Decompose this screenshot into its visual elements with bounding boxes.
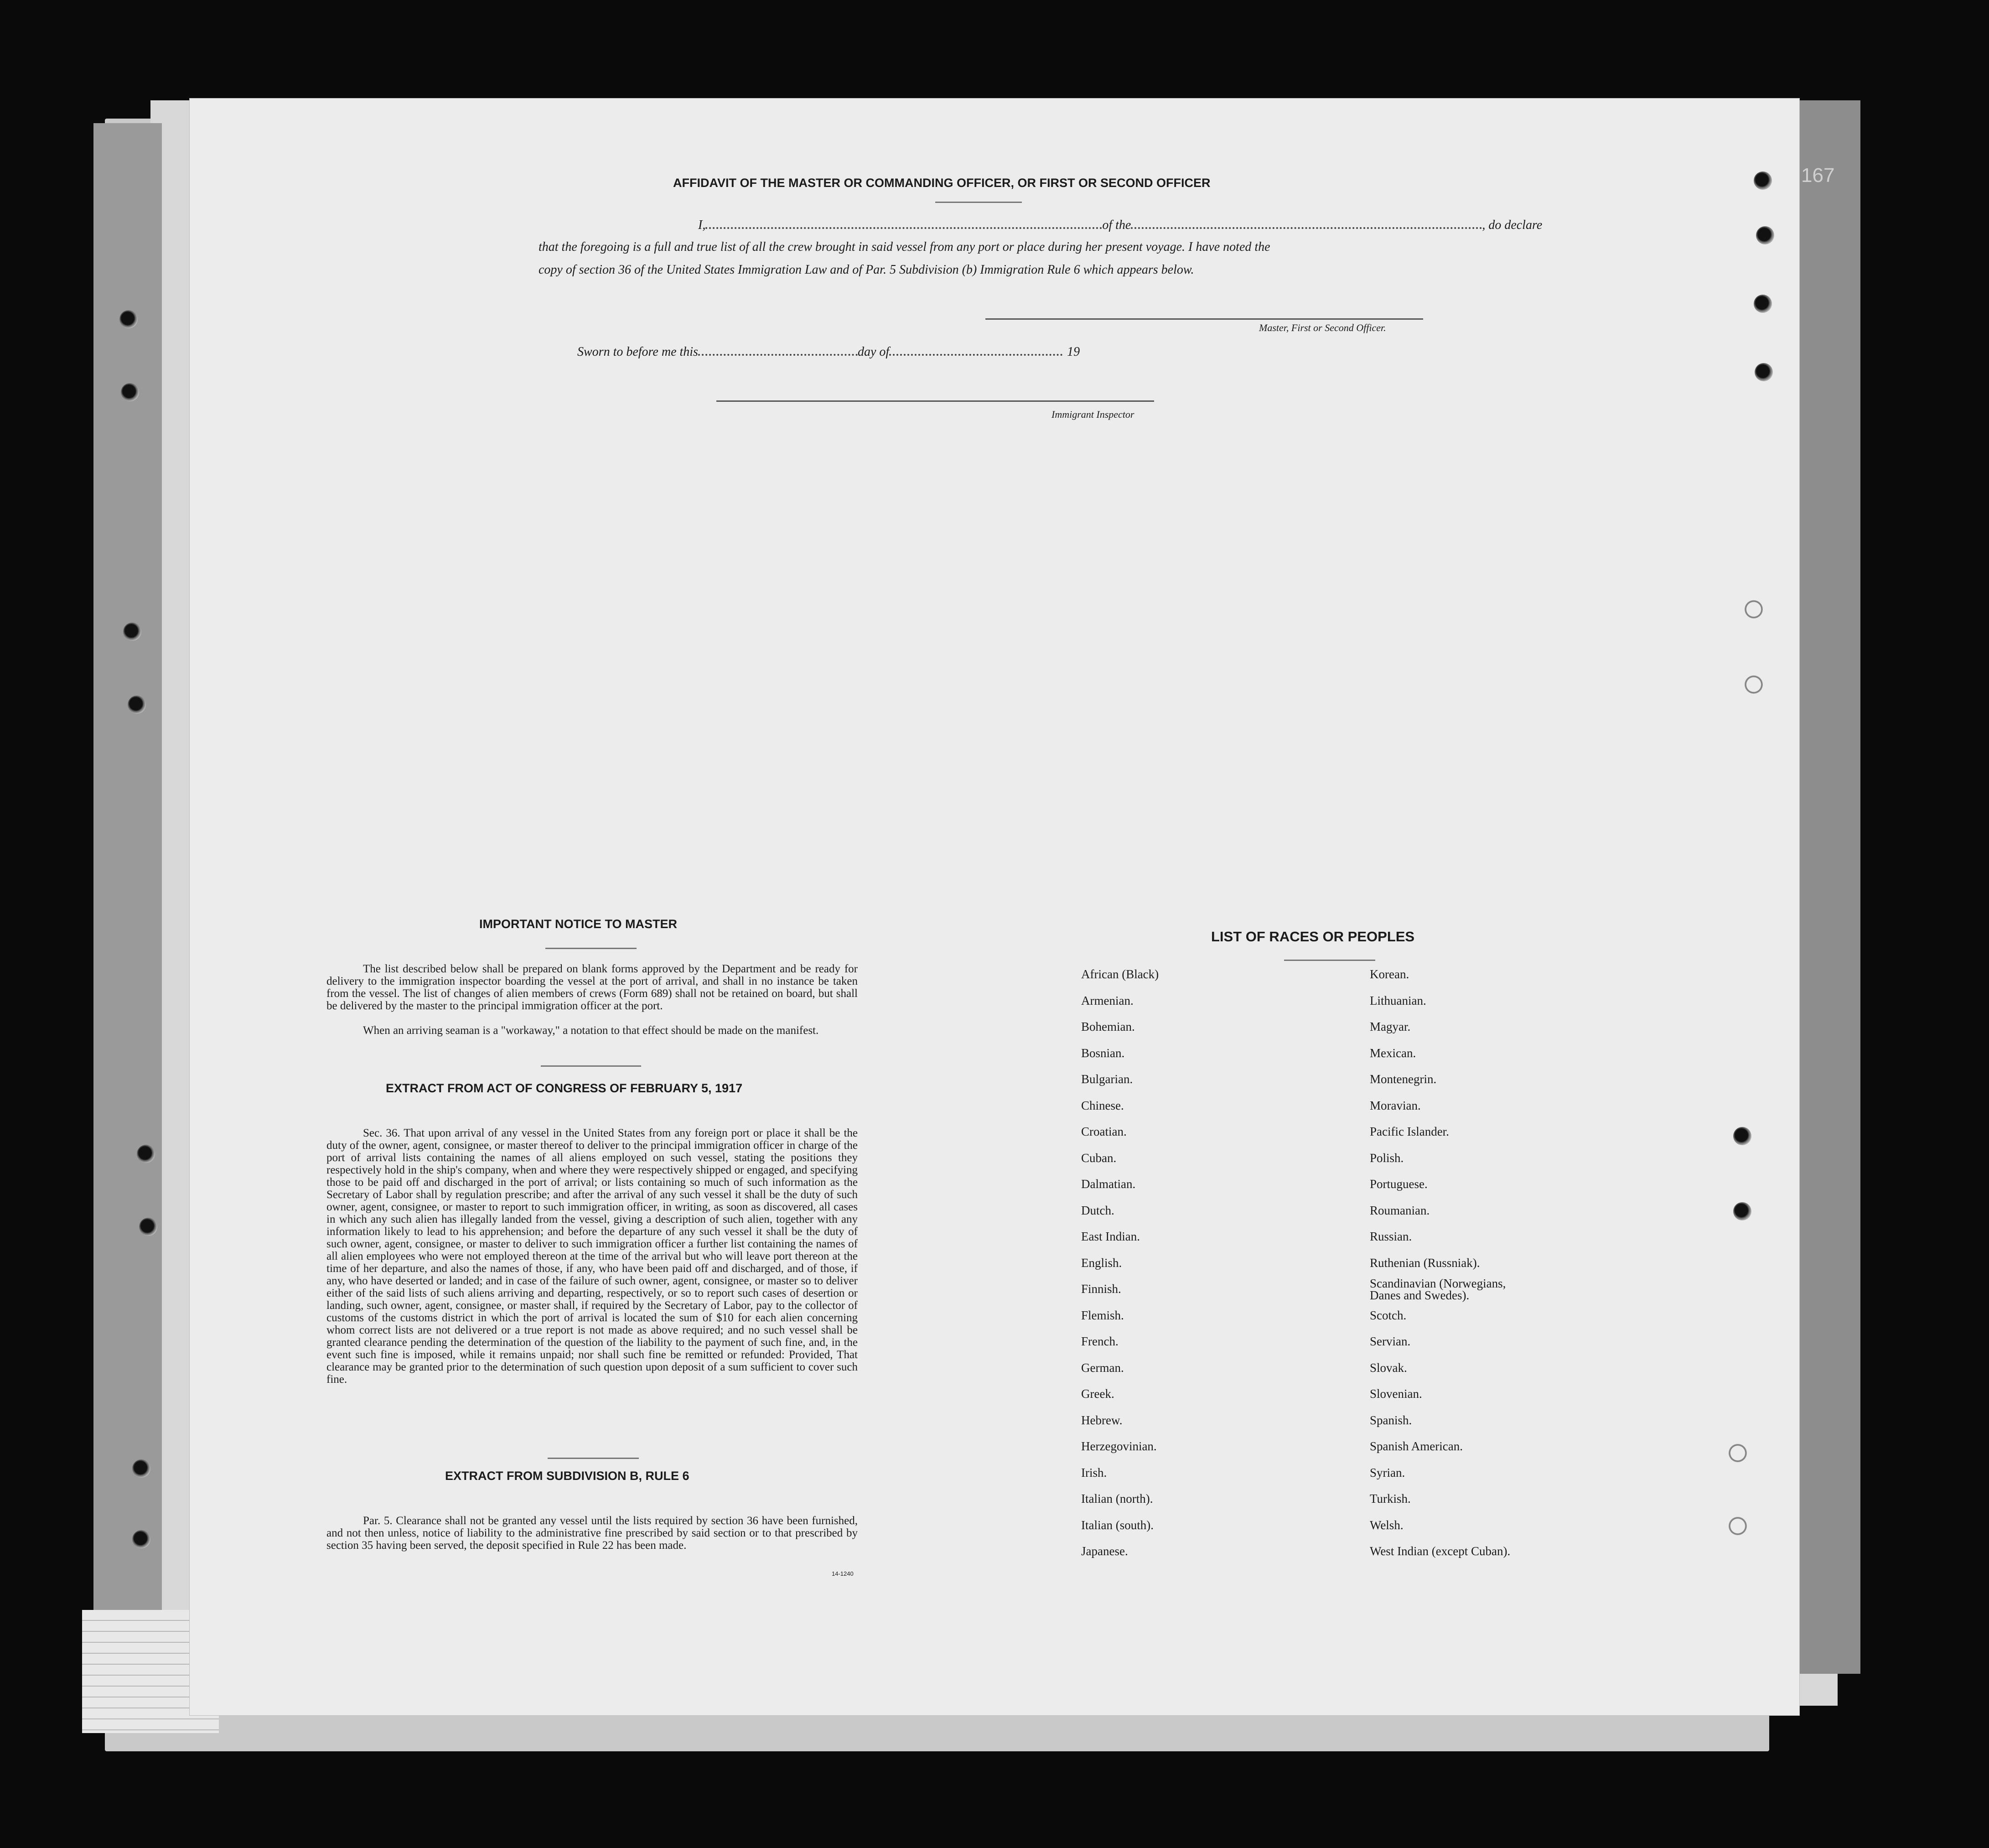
binder-hole bbox=[1745, 675, 1763, 694]
left-race-item: Dalmatian. bbox=[1081, 1177, 1136, 1191]
inspector-caption: Immigrant Inspector bbox=[1051, 409, 1134, 420]
divider bbox=[935, 202, 1022, 203]
right-race-item: Portuguese. bbox=[1370, 1177, 1428, 1191]
left-race-item: East Indian. bbox=[1081, 1230, 1140, 1243]
right-race-item: Slovak. bbox=[1370, 1360, 1407, 1375]
of-the-label: of the bbox=[1102, 218, 1131, 232]
binder-hole bbox=[1745, 600, 1763, 618]
name-field[interactable] bbox=[705, 227, 1102, 229]
extract1-title: EXTRACT FROM ACT OF CONGRESS OF FEBRUARY 5, 1917 bbox=[386, 1081, 743, 1095]
left-race-item: Italian (south). bbox=[1081, 1518, 1154, 1532]
left-race-item: Croatian. bbox=[1081, 1125, 1127, 1138]
binder-hole bbox=[119, 310, 138, 328]
divider bbox=[545, 948, 637, 949]
sworn-label: Sworn to before me this bbox=[577, 345, 698, 359]
left-race-item: Hebrew. bbox=[1081, 1413, 1123, 1427]
form-number: 14-1240 bbox=[832, 1570, 854, 1577]
right-race-item: Servian. bbox=[1370, 1334, 1411, 1348]
left-race-item: Herzegovinian. bbox=[1081, 1439, 1157, 1453]
left-race-item: Greek. bbox=[1081, 1387, 1114, 1401]
binder-hole bbox=[132, 1530, 150, 1548]
document-page bbox=[189, 98, 1800, 1716]
right-race-item: Polish. bbox=[1370, 1151, 1404, 1165]
year-label: 19 bbox=[1067, 345, 1080, 359]
extract2-title: EXTRACT FROM SUBDIVISION B, RULE 6 bbox=[445, 1469, 689, 1483]
left-race-item: Japanese. bbox=[1081, 1544, 1128, 1558]
left-race-item: Italian (north). bbox=[1081, 1492, 1153, 1505]
left-race-item: African (Black) bbox=[1081, 967, 1159, 981]
binder-hole bbox=[1729, 1517, 1747, 1535]
left-race-item: Irish. bbox=[1081, 1465, 1107, 1479]
binder-hole bbox=[139, 1218, 157, 1236]
right-race-item: Pacific Islander. bbox=[1370, 1125, 1449, 1138]
sworn-month-field[interactable] bbox=[889, 354, 1062, 356]
left-race-item: English. bbox=[1081, 1256, 1122, 1270]
right-race-item: Roumanian. bbox=[1370, 1203, 1430, 1217]
day-of-label: day of bbox=[857, 345, 890, 359]
left-race-item: German. bbox=[1081, 1360, 1124, 1375]
affidavit-line-1 bbox=[698, 218, 1542, 233]
notice-title: IMPORTANT NOTICE TO MASTER bbox=[479, 917, 677, 931]
notice-paragraph-2: When an arriving seaman is a "workaway," a notation to that effect should be made on the manifest. bbox=[363, 1024, 819, 1037]
binder-hole bbox=[132, 1459, 150, 1478]
right-race-item: Ruthenian (Russniak). bbox=[1370, 1256, 1480, 1270]
divider bbox=[548, 1458, 639, 1459]
sworn-line bbox=[577, 345, 1080, 359]
right-race-item: Syrian. bbox=[1370, 1465, 1405, 1479]
stamp-number: 167 bbox=[1801, 164, 1835, 187]
binder-hole bbox=[1729, 1444, 1747, 1462]
right-race-item: Lithuanian. bbox=[1370, 993, 1426, 1007]
binder-hole bbox=[1756, 226, 1774, 244]
left-race-item: Bosnian. bbox=[1081, 1046, 1125, 1060]
left-race-item: Bulgarian. bbox=[1081, 1072, 1133, 1086]
right-race-item: Magyar. bbox=[1370, 1020, 1411, 1033]
binder-hole bbox=[1754, 171, 1772, 190]
binder-hole bbox=[123, 623, 141, 641]
affidavit-title: AFFIDAVIT OF THE MASTER OR COMMANDING OFFICER, OR FIRST OR SECOND OFFICER bbox=[673, 176, 1211, 190]
officer-signature-line[interactable] bbox=[985, 318, 1423, 320]
extract2-text: Par. 5. Clearance shall not be granted any vessel until the lists required by section 36 have been furnished, and not then unless, notice of liability to the administrative fine prescribed by said section or to that prescribed by section 35 having been served, the deposit specified in Rule 22 has been made. bbox=[326, 1515, 858, 1552]
left-race-item: Chinese. bbox=[1081, 1098, 1124, 1112]
affidavit-line-2: that the foregoing is a full and true list of all the crew brought in said vessel from any port or place during her present voyage. I have noted the bbox=[539, 240, 1270, 254]
left-race-item: Cuban. bbox=[1081, 1151, 1117, 1165]
left-race-item: Dutch. bbox=[1081, 1203, 1114, 1217]
right-race-item: Spanish. bbox=[1370, 1413, 1412, 1427]
right-race-item: Scandinavian (Norwegians, Danes and Swedes). bbox=[1370, 1277, 1506, 1302]
binder-hole bbox=[1733, 1202, 1751, 1220]
extract1-text: Sec. 36. That upon arrival of any vessel in the United States from any foreign port or place it shall be the duty of the owner, agent, consignee, or master thereof to deliver to the principal immigration officer in charge of the port of arrival lists containing the names of all aliens employed on such vessel, stating the positions they respectively hold in the ship's company, when and where they were respectively shipped or engaged, and specifying those to be paid off and discharged in the port of arrival; or lists containing so much of such information as the Secretary of Labor shall by regulation prescribe; and after the arrival of any such vessel it shall be the duty of such owner, agent, consignee, or master to report to such immigration officer, in writing, as soon as discovered, all cases in which any such alien has illegally landed from the vessel, giving a description of such alien, together with any information likely to lead to his apprehension; and before the departure of any such vessel it shall be the duty of such owner, agent, consignee, or master to deliver to such immigration officer a further list containing the names of all alien employees who were not employed thereon at the time of the arrival but who will leave port thereon at the time of her departure, and also the names of those, if any, who have been paid off and discharged, and of those, if any, who have deserted or landed; and in case of the failure of such owner, agent, consignee, or master so to deliver either of the said lists of such aliens arriving and departing, respectively, or so to report such cases of desertion or landing, such owner, agent, consignee, or master shall, if required by the Secretary of Labor, pay to the collector of customs of the customs district in which the port of arrival is located the sum of $10 for each alien concerning whom correct lists are not delivered or a true report is not made as above required; and no such vessel shall be granted clearance pending the determination of the question of the liability to the payment of such fine, and, in the event such fine is imposed, while it remains unpaid; nor shall such fine be remitted or refunded: Provided, That clearance may be granted prior to the determination of such question upon deposit of a sum sufficient to cover such fine. bbox=[326, 1127, 858, 1386]
binder-hole bbox=[121, 383, 139, 401]
vessel-field[interactable] bbox=[1131, 227, 1482, 229]
left-race-item: Bohemian. bbox=[1081, 1020, 1135, 1033]
binder-hole bbox=[1754, 295, 1772, 313]
right-race-item: Moravian. bbox=[1370, 1098, 1421, 1112]
officer-caption: Master, First or Second Officer. bbox=[1259, 322, 1386, 333]
right-race-item: Welsh. bbox=[1370, 1518, 1404, 1532]
right-race-item: Spanish American. bbox=[1370, 1439, 1463, 1453]
binder-hole bbox=[1755, 363, 1773, 381]
sworn-day-field[interactable] bbox=[698, 354, 858, 356]
i-label: I, bbox=[698, 218, 706, 232]
right-race-item: Turkish. bbox=[1370, 1492, 1411, 1505]
affidavit-line-3: copy of section 36 of the United States Immigration Law and of Par. 5 Subdivision (b) Immigration Rule 6 which appears below. bbox=[539, 263, 1194, 277]
inspector-signature-line[interactable] bbox=[716, 400, 1154, 402]
do-declare-label: , do declare bbox=[1482, 218, 1543, 232]
races-title: LIST OF RACES OR PEOPLES bbox=[1211, 929, 1415, 945]
page-edge-left bbox=[93, 123, 162, 1724]
right-race-item: Scotch. bbox=[1370, 1308, 1407, 1322]
right-race-item: Slovenian. bbox=[1370, 1387, 1422, 1401]
notice-paragraph-1: The list described below shall be prepared on blank forms approved by the Department and be ready for delivery to the immigration inspector boarding the vessel at the port of arrival, and shall in no instance be taken from the vessel. The list of changes of alien members of crews (Form 689) shall not be retained on board, but shall be delivered by the master to the principal immigration officer at the port. bbox=[326, 963, 858, 1012]
binder-hole bbox=[128, 696, 146, 714]
left-race-item: Finnish. bbox=[1081, 1282, 1121, 1296]
right-race-item: Russian. bbox=[1370, 1230, 1412, 1243]
divider bbox=[541, 1065, 641, 1067]
right-race-item: Mexican. bbox=[1370, 1046, 1416, 1060]
binder-hole bbox=[137, 1145, 155, 1163]
left-race-item: Flemish. bbox=[1081, 1308, 1124, 1322]
binder-hole bbox=[1733, 1127, 1751, 1145]
left-race-item: Armenian. bbox=[1081, 993, 1134, 1007]
right-race-item: West Indian (except Cuban). bbox=[1370, 1544, 1511, 1558]
left-race-item: French. bbox=[1081, 1334, 1119, 1348]
right-race-item: Korean. bbox=[1370, 967, 1409, 981]
right-race-item: Montenegrin. bbox=[1370, 1072, 1437, 1086]
divider bbox=[1284, 960, 1375, 961]
